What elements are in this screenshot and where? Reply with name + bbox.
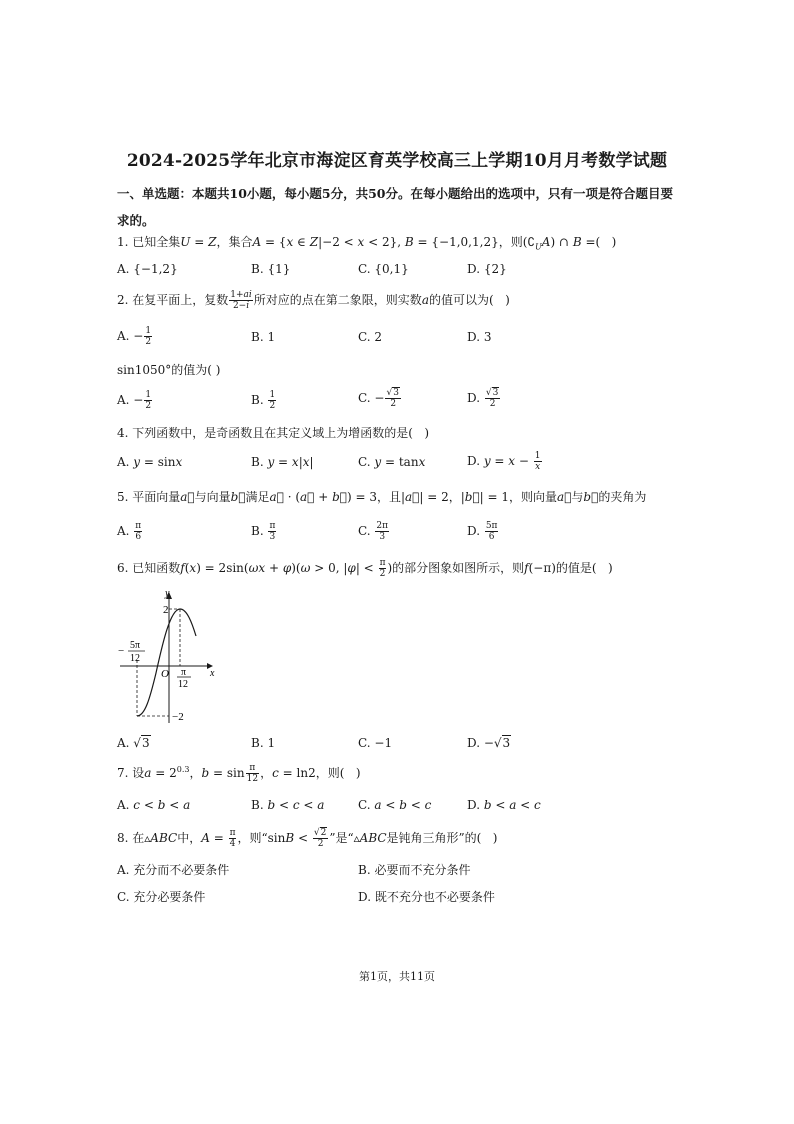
question-5-option-a[interactable]: A. $\frac{\pi}{6}$ xyxy=(117,521,142,542)
question-2-option-a[interactable]: A. − $\frac{1}{2}$ xyxy=(117,326,152,347)
question-1-option-c[interactable]: C. {0,1} xyxy=(358,262,409,276)
question-4-option-a[interactable]: A. y = sinx xyxy=(117,455,183,469)
question-4-stem: 4. 下列函数中，是奇函数且在其定义域上为增函数的是( ) xyxy=(117,426,430,440)
question-4-option-d[interactable]: D. y = x − $\frac{1}{x}$ xyxy=(467,451,541,472)
question-7-option-d[interactable]: D. b < a < c xyxy=(467,798,541,812)
question-1-option-a[interactable]: A. {−1,2} xyxy=(117,262,178,276)
question-6-option-a[interactable]: A. √3 xyxy=(117,736,150,750)
question-1-option-b[interactable]: B. {1} xyxy=(251,262,291,276)
question-1-option-d[interactable]: D. {2} xyxy=(467,262,507,276)
y-axis-label: y xyxy=(165,588,170,599)
question-2-option-d[interactable]: D. 3 xyxy=(467,330,492,344)
page-title: 2024-2025学年北京市海淀区育英学校高三上学期10月月考数学试题 xyxy=(126,151,668,171)
question-1-stem: 1. 已知全集U = Z，集合A = {x ∈ Z|−2 < x < 2}, B = {−1,0,1,2}，则$(∁_UA)$ ∩ B =( ) xyxy=(117,235,617,252)
question-8-option-d[interactable]: D. 既不充分也不必要条件 xyxy=(358,890,495,904)
y-max-label: 2 xyxy=(163,604,169,616)
question-6-stem: 6. 已知函数f(x) = 2sin(ωx + φ)(ω > 0, |φ| < $\frac{\pi}{2}$ )的部分图象如图所示，则f(−π)的值是( ) xyxy=(117,558,613,579)
sine-curve xyxy=(137,609,196,716)
question-8-option-c[interactable]: C. 充分必要条件 xyxy=(117,890,206,904)
question-6-option-c[interactable]: C. −1 xyxy=(358,736,393,750)
question-7-option-a[interactable]: A. c < b < a xyxy=(117,798,191,812)
x-axis-label: x xyxy=(210,668,215,679)
question-6-option-b[interactable]: B. 1 xyxy=(251,736,276,750)
origin-label: O xyxy=(161,668,169,680)
question-8-option-b[interactable]: B. 必要而不充分条件 xyxy=(358,863,471,877)
question-2-option-c[interactable]: C. 2 xyxy=(358,330,383,344)
question-3-option-d[interactable]: D. $\frac{√3}{2}$ xyxy=(467,388,499,409)
x-left-minus: − xyxy=(118,645,125,657)
question-3-option-a[interactable]: A. − $\frac{1}{2}$ xyxy=(117,390,152,411)
x-right-numerator: π xyxy=(181,667,187,678)
question-5-stem: 5. 平面向量a⃗与向量b⃗满足a⃗ · (a⃗ + b⃗) = 3，且|a⃗| = 2，|b⃗| = 1，则向量a⃗与b⃗的夹角为 xyxy=(117,490,647,504)
question-8-stem: 8. 在▵ABC中，A = $\frac{\pi}{4}$ ，则“sinB < $\frac{√2}{2}$ ”是“▵ABC是钝角三角形”的( ) xyxy=(117,828,498,849)
question-3-option-b[interactable]: B. $\frac{1}{2}$ xyxy=(251,390,276,411)
x-right-denominator: 12 xyxy=(178,679,188,690)
question-5-option-d[interactable]: D. $\frac{5\pi}{6}$ xyxy=(467,521,498,542)
sine-graph-figure xyxy=(112,588,217,728)
section-heading: 一、单选题：本题共10小题，每小题5分，共50分。在每小题给出的选项中，只有一项是符合题目要求的。 xyxy=(117,186,673,228)
x-left-denominator: 12 xyxy=(130,653,140,664)
question-3-option-c[interactable]: C. − $\frac{√3}{2}$ xyxy=(358,388,399,409)
question-7-stem: 7. 设$a = 2^{0.3}$，b = sin $\frac{\pi}{12}$ ，c = ln2，则( ) xyxy=(117,763,361,784)
y-min-label: −2 xyxy=(172,711,184,723)
question-3-stem: sin1050°的值为( ) xyxy=(117,363,221,377)
question-2-option-b[interactable]: B. 1 xyxy=(251,330,276,344)
question-4-option-c[interactable]: C. y = tanx xyxy=(358,455,426,469)
question-7-option-c[interactable]: C. a < b < c xyxy=(358,798,432,812)
question-7-option-b[interactable]: B. b < c < a xyxy=(251,798,325,812)
question-6-option-d[interactable]: D. −√3 xyxy=(467,736,511,750)
question-8-option-a[interactable]: A. 充分而不必要条件 xyxy=(117,863,230,877)
question-4-option-b[interactable]: B. y = x|x| xyxy=(251,455,314,469)
page-footer: 第1页，共11页 xyxy=(359,970,435,983)
question-5-option-b[interactable]: B. $\frac{\pi}{3}$ xyxy=(251,521,276,542)
question-5-option-c[interactable]: C. $\frac{2\pi}{3}$ xyxy=(358,521,389,542)
question-2-stem: 2. 在复平面上，复数 $\frac{1+ai}{2-i}$ 所对应的点在第二象限，则实数a的值可以为( ) xyxy=(117,290,510,311)
x-left-numerator: 5π xyxy=(130,640,141,651)
